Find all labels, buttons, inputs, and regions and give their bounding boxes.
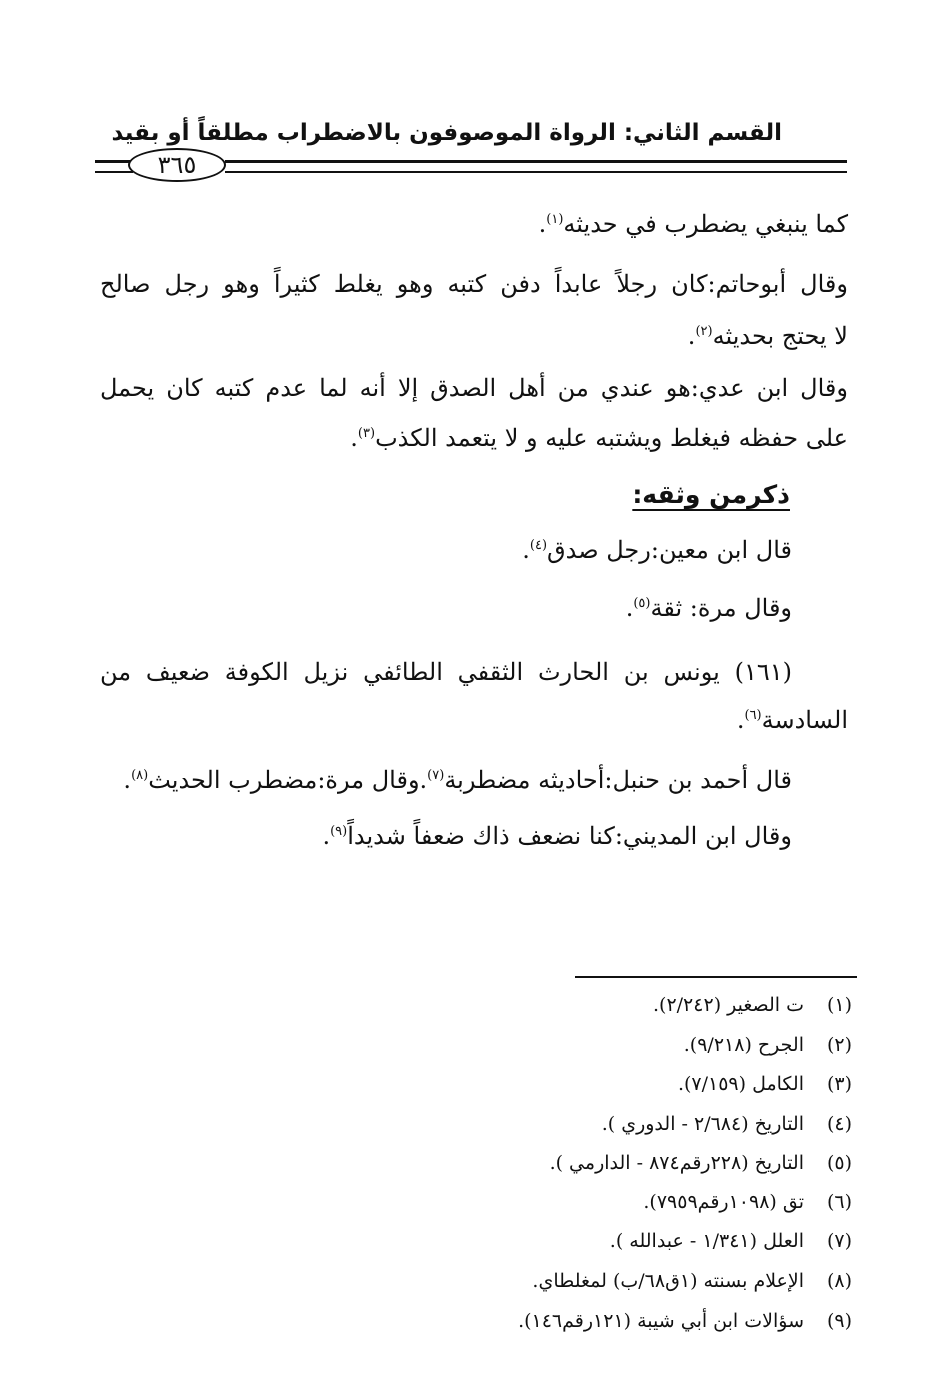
punct: .: [522, 536, 530, 564]
punct: .: [350, 424, 358, 452]
body-line-4: وقال ابن عدي:هو عندي من أهل الصدق إلا أنه لما عدم كتبه كان يحمل: [100, 374, 848, 402]
footnote-text: الكامل (٧/١٥٩).: [677, 1073, 804, 1095]
punct: .: [322, 822, 331, 850]
body-text-span: قال ابن معين:رجل صدق: [547, 536, 792, 564]
footnote-6: [643, 1191, 852, 1213]
punct: .: [687, 322, 696, 350]
footnote-text: الإعلام بسنته (١ق٦٨/ب) لمغلطاي.: [532, 1270, 804, 1292]
footnote-text: العلل (١/٣٤١ - عبدالله ).: [609, 1230, 804, 1252]
footnote-3: [678, 1073, 852, 1095]
footnote-text: ت الصغير (٢/٢٤٢).: [653, 994, 804, 1016]
footnote-2: [684, 1034, 852, 1056]
body-line-8: (١٦١) يونس بن الحارث الثقفي الطائفي نزيل الكوفة ضعيف من: [100, 658, 792, 686]
footnote-number: (٥): [826, 1152, 852, 1174]
punct: .: [736, 706, 745, 734]
body-text-span: السادسة: [761, 706, 848, 734]
footnote-number: (٨): [826, 1270, 852, 1292]
footnote-5: [550, 1152, 852, 1174]
footnote-4: [602, 1113, 852, 1135]
body-line-9: [100, 706, 848, 734]
footnote-number: (٣): [826, 1073, 852, 1095]
body-line-5: [100, 424, 848, 452]
footnote-text: الجرح (٩/٢١٨).: [683, 1034, 804, 1056]
footnote-ref-1: (١): [546, 212, 564, 227]
footnote-number: (٧): [826, 1230, 852, 1252]
footnote-ref-4: (٤): [529, 538, 548, 553]
footnote-ref-3: (٣): [357, 426, 376, 441]
body-text-span: وقال ابن المديني:كنا نضعف ذاك ضعفاً شديداً: [347, 822, 792, 850]
footnote-7: [610, 1230, 852, 1252]
punct: .: [625, 594, 634, 622]
footnote-ref-2: (٢): [695, 324, 713, 339]
punct: .: [538, 210, 547, 238]
footnote-text: سؤالات ابن أبي شيبة (١٢١رقم١٤٦).: [518, 1310, 804, 1332]
body-line-10: [100, 766, 792, 794]
page-number-badge: ٣٦٥: [128, 148, 226, 182]
body-text-span: على حفظه فيغلط ويشتبه عليه و لا يتعمد الكذب: [375, 424, 848, 452]
footnote-number: (٩): [826, 1310, 852, 1332]
footnote-ref-5: (٥): [633, 596, 651, 611]
body-line-6: [100, 536, 792, 564]
footnote-9: [518, 1310, 852, 1332]
footnote-text: التاريخ (٢٢٨رقم٨٧٤ - الدارمي ).: [549, 1152, 804, 1174]
footnote-text: تق (١٠٩٨رقم٧٩٥٩).: [643, 1191, 804, 1213]
body-text-span: وقال مرة: ثقة: [650, 594, 792, 622]
section-heading: ذكرمن وثقه:: [632, 480, 790, 509]
footnote-ref-9: (٩): [330, 824, 348, 839]
footnote-number: (١): [826, 994, 852, 1016]
footnote-number: (٤): [826, 1113, 852, 1135]
footnote-number: (٢): [826, 1034, 852, 1056]
body-line-3: [100, 322, 848, 350]
body-line-1: [100, 210, 848, 238]
footnote-8: [532, 1270, 852, 1292]
punct: .: [123, 766, 132, 794]
body-text-span: لا يحتج بحديثه: [712, 322, 848, 350]
running-header-title: القسم الثاني: الرواة الموصوفون بالاضطراب مطلقاً أو بقيد: [111, 120, 782, 146]
body-line-2: وقال أبوحاتم:كان رجلاً عابداً دفن كتبه وهو يغلط كثيراً وهو رجل صالح: [100, 270, 848, 298]
body-text-span: .وقال مرة:مضطرب الحديث: [148, 766, 428, 794]
footnote-ref-6: (٦): [744, 708, 762, 723]
footnote-number: (٦): [826, 1191, 852, 1213]
footnote-text: التاريخ (٢/٦٨٤ - الدوري ).: [601, 1113, 804, 1135]
body-text-span: قال أحمد بن حنبل:أحاديثه مضطربة: [444, 766, 792, 794]
body-text-span: كما ينبغي يضطرب في حديثه: [563, 210, 848, 238]
footnote-1: [653, 994, 852, 1016]
header-rule-right: [225, 160, 847, 173]
footnote-ref-7: (٧): [427, 768, 445, 783]
body-line-11: [100, 822, 792, 850]
body-line-7: [100, 594, 792, 622]
footnote-separator: [575, 976, 857, 978]
footnote-ref-8: (٨): [131, 768, 149, 783]
